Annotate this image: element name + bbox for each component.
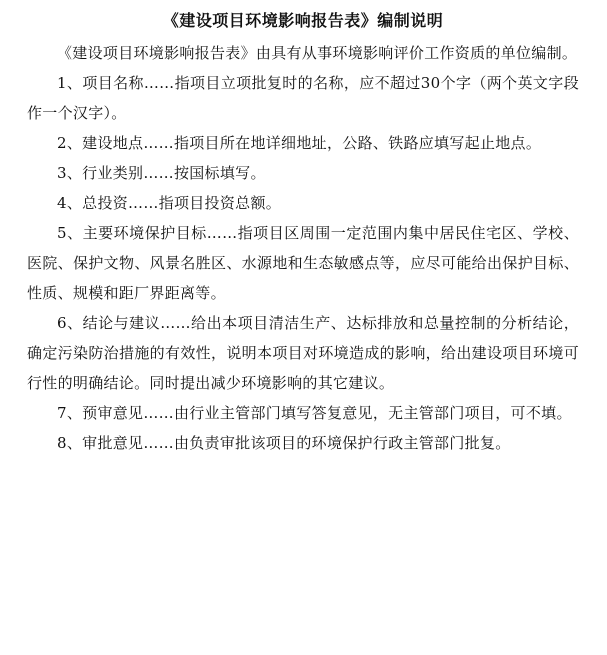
item-conclusions: 6、结论与建议……给出本项目清洁生产、达标排放和总量控制的分析结论，确定污染防治措施的有效性，说明本项目对环境造成的影响，给出建设项目环境可行性的明确结论。同时提出减少环境影响的其它建议。 xyxy=(27,314,579,392)
item-approval-opinion: 8、审批意见……由负责审批该项目的环境保护行政主管部门批复。 xyxy=(57,434,511,452)
item-project-name: 1、项目名称……指项目立项批复时的名称，应不超过30个字（两个英文字段作一个汉字）。 xyxy=(27,74,579,122)
item-total-investment: 4、总投资……指项目投资总额。 xyxy=(57,194,282,212)
item-protection-targets: 5、主要环境保护目标……指项目区周围一定范围内集中居民住宅区、学校、医院、保护文物、风景名胜区、水源地和生态敏感点等，应尽可能给出保护目标、性质、规模和距厂界距离等。 xyxy=(27,224,579,302)
item-construction-site: 2、建设地点……指项目所在地详细地址，公路、铁路应填写起止地点。 xyxy=(57,134,542,152)
item-preliminary-review: 7、预审意见……由行业主管部门填写答复意见，无主管部门项目，可不填。 xyxy=(57,404,572,422)
intro-paragraph: 《建设项目环境影响报告表》由具有从事环境影响评价工作资质的单位编制。 xyxy=(57,44,578,62)
item-industry-category: 3、行业类别……按国标填写。 xyxy=(57,164,266,182)
document-title: 《建设项目环境影响报告表》编制说明 xyxy=(162,11,444,30)
